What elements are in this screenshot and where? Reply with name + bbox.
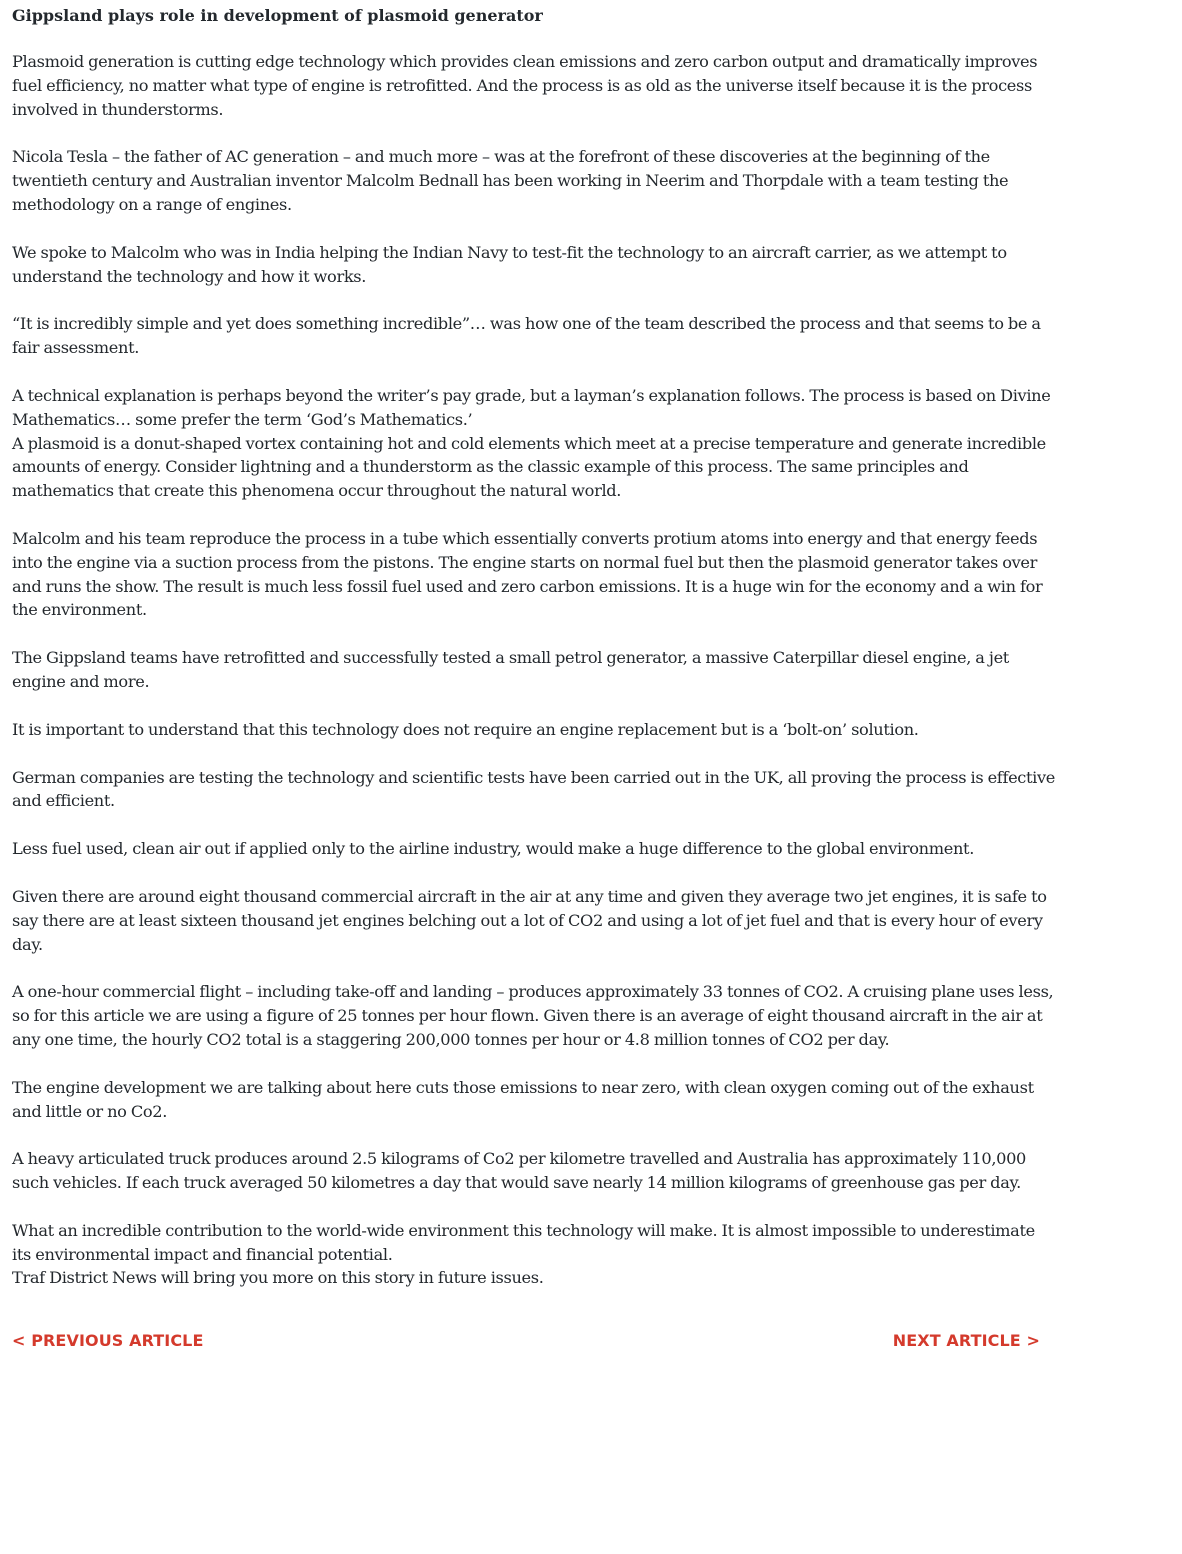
article-body — [12, 50, 1057, 1290]
paragraph: German companies are testing the technology and scientific tests have been carried out in the UK, all proving the process is effective and efficient. — [12, 767, 1056, 811]
paragraph: The engine development we are talking about here cuts those emissions to near zero, with clean oxygen coming out of the exhaust and little or no Co2. — [12, 1077, 1034, 1121]
paragraph: We spoke to Malcolm who was in India helping the Indian Navy to test-fit the technology to an aircraft carrier, as we attempt to understand the technology and how it works. — [12, 242, 1007, 286]
paragraph: Nicola Tesla – the father of AC generation – and much more – was at the forefront of these discoveries at the beginning of the twentieth century and Australian inventor Malcolm Bednall has been working in Neerim and Thorpdale with a team testing the methodology on a range of engines. — [12, 147, 1009, 214]
paragraph: A heavy articulated truck produces around 2.5 kilograms of Co2 per kilometre travelled and Australia has approximately 110,000 such vehicles. If each truck averaged 50 kilometres a day that would save nearly 14 million kilograms of greenhouse gas per day. — [12, 1149, 1026, 1193]
paragraph: “It is incredibly simple and yet does something incredible”… was how one of the team described the process and that seems to be a fair assessment. — [12, 314, 1041, 358]
paragraph: A plasmoid is a donut-shaped vortex containing hot and cold elements which meet at a precise temperature and generate incredible amounts of energy. Consider lightning and a thunderstorm as the classic example of this process. The same principles and mathematics that create this phenomena occur throughout the natural world. — [12, 433, 1046, 501]
paragraph: Given there are around eight thousand commercial aircraft in the air at any time and given they average two jet engines, it is safe to say there are at least sixteen thousand jet engines belching out a lot of CO2 and using a lot of jet fuel and that is every hour of every day. — [12, 886, 1047, 954]
paragraph: A one-hour commercial flight – including take-off and landing – produces approximately 33 tonnes of CO2. A cruising plane uses less, so for this article we are using a figure of 25 tonnes per hour flown. Given there is an average of eight thousand aircraft in the air at any one time, the hourly CO2 total is a staggering 200,000 tonnes per hour or 4.8 million tonnes of CO2 per day. — [12, 982, 1054, 1049]
article — [12, 4, 1057, 1314]
next-article-link[interactable] — [893, 1331, 1040, 1350]
paragraph: Traf District News will bring you more on this story in future issues. — [12, 1268, 544, 1288]
paragraph: Malcolm and his team reproduce the process in a tube which essentially converts protium atoms into energy and that energy feeds into the engine via a suction process from the pistons. The engine starts on normal fuel but then the plasmoid generator takes over and runs the show. The result is much less fossil fuel used and zero carbon emissions. It is a huge win for the economy and a win for the environment. — [12, 528, 1043, 620]
paragraph: The Gippsland teams have retrofitted and successfully tested a small petrol generator, a massive Caterpillar diesel engine, a jet engine and more. — [12, 648, 1009, 691]
previous-article-link[interactable] — [12, 1331, 204, 1350]
paragraph: What an incredible contribution to the world-wide environment this technology will make. It is almost impossible to underestimate its environmental impact and financial potential. — [12, 1220, 1035, 1264]
next-article-label: NEXT ARTICLE — [892, 1331, 1021, 1350]
article-title: Gippsland plays role in development of plasmoid generator — [12, 6, 543, 25]
paragraph: Less fuel used, clean air out if applied only to the airline industry, would make a huge difference to the global environment. — [12, 839, 975, 859]
article-navigation — [12, 1331, 1040, 1355]
chevron-left-icon: < — [12, 1331, 26, 1350]
chevron-right-icon: > — [1026, 1331, 1040, 1350]
previous-article-label: PREVIOUS ARTICLE — [31, 1331, 204, 1350]
paragraph: It is important to understand that this technology does not require an engine replacement but is a ‘bolt-on’ solution. — [12, 719, 919, 739]
paragraph: A technical explanation is perhaps beyond the writer’s pay grade, but a layman’s explanation follows. The process is based on Divine Mathematics… some prefer the term ‘God’s Mathematics.’ — [12, 385, 1051, 429]
paragraph: Plasmoid generation is cutting edge technology which provides clean emissions and zero carbon output and dramatically improves fuel efficiency, no matter what type of engine is retrofitted. And the process is as old as the universe itself because it is the process involved in thunderstorms. — [12, 52, 1038, 119]
